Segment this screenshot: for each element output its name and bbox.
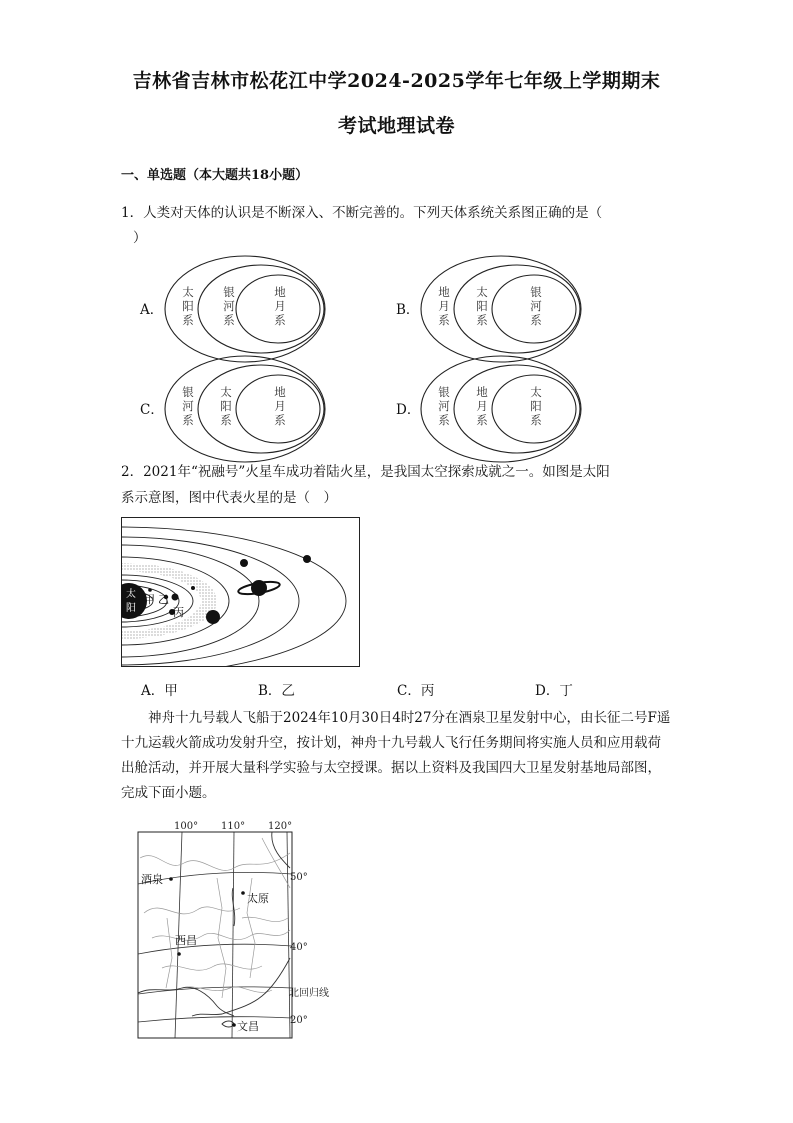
paper-title-line2: 考试地理试卷 xyxy=(337,115,455,137)
ring-c-3: 地月系 xyxy=(274,385,286,427)
q2-option-d: D．丁 xyxy=(535,683,573,699)
q1-option-d-label: D． xyxy=(396,402,421,418)
planet-neptune xyxy=(303,555,311,563)
site-wenchang: 文昌 xyxy=(237,1020,259,1033)
ring-a-1: 太阳系 xyxy=(182,285,194,327)
lon-label-120: 120° xyxy=(268,821,293,832)
q1-option-a-diagram xyxy=(160,252,340,367)
q1-option-d-diagram xyxy=(416,352,596,467)
q1-text-line2: ） xyxy=(133,230,147,246)
site-xichang: 西昌 xyxy=(175,934,197,947)
lat-label-20: 20° xyxy=(290,1015,308,1026)
ring-c-2: 太阳系 xyxy=(220,385,232,427)
launch-sites-map xyxy=(122,818,347,1040)
ring-d-3: 太阳系 xyxy=(530,385,542,427)
q1-option-a-label: A． xyxy=(140,302,164,318)
planet-mars xyxy=(191,586,195,590)
lon-label-100: 100° xyxy=(174,821,199,832)
q1-text-line1: 1．人类对天体的认识是不断深入、不断完善的。下列天体系统关系图正确的是（ xyxy=(121,205,603,221)
ring-b-3: 银河系 xyxy=(530,285,542,327)
planet-jupiter xyxy=(206,610,220,624)
q2-text-line2: 系示意图，图中代表火星的是（ ） xyxy=(121,490,337,506)
site-taiyuan: 太原 xyxy=(247,892,269,905)
q2-option-b: B．乙 xyxy=(258,683,295,699)
q1-option-c-diagram xyxy=(160,352,340,467)
q1-option-c-label: C． xyxy=(140,402,164,418)
site-wenchang-dot xyxy=(232,1023,236,1027)
q1-option-b-diagram xyxy=(416,252,596,367)
site-jiuquan-dot xyxy=(169,877,173,881)
q2-text-line1: 2．2021年“祝融号”火星车成功着陆火星，是我国太空探索成就之一。如图是太阳 xyxy=(121,464,610,480)
section-heading: 一、单选题（本大题共18小题） xyxy=(121,168,309,183)
planet-uranus xyxy=(240,559,248,567)
planet-label-yi: 乙 xyxy=(158,593,169,606)
planet-label-bing: 丙 xyxy=(173,606,184,619)
ring-b-2: 太阳系 xyxy=(476,285,488,327)
passage-text: 神舟十九号载人飞船于2024年10月30日4时27分在酒泉卫星发射中心，由长征二号F遥十九运载火箭成功发射升空，按计划，神舟十九号载人飞行任务期间将实施人员和应用载荷出舱活动，并开展大量科学实验与太空授课。据以上资料及我国四大卫星发射基地局部图，完成下面小题。 xyxy=(121,710,671,801)
solar-system-figure xyxy=(121,517,361,668)
planet-mercury xyxy=(148,588,152,592)
q2-option-c: C．丙 xyxy=(397,683,435,699)
planet-earth xyxy=(172,594,179,601)
ring-d-2: 地月系 xyxy=(476,385,488,427)
lat-label-50: 50° xyxy=(290,872,308,883)
ring-a-2: 银河系 xyxy=(223,285,235,327)
site-taiyuan-dot xyxy=(241,891,245,895)
lat-label-tropic: 北回归线 xyxy=(289,988,329,999)
lon-label-110: 110° xyxy=(221,821,246,832)
q2-option-a: A．甲 xyxy=(141,683,178,699)
paper-title-line1: 吉林省吉林市松花江中学2024-2025学年七年级上学期期末 xyxy=(132,70,661,92)
lat-label-40: 40° xyxy=(290,942,308,953)
planet-label-jia: 甲 xyxy=(144,593,155,606)
ring-d-1: 银河系 xyxy=(438,385,450,427)
sun-label-1: 太 xyxy=(126,589,136,600)
site-jiuquan: 酒泉 xyxy=(141,873,163,886)
ring-a-3: 地月系 xyxy=(274,285,286,327)
ring-c-1: 银河系 xyxy=(182,385,194,427)
site-xichang-dot xyxy=(177,952,181,956)
ring-b-1: 地月系 xyxy=(438,285,450,327)
sun-label-2: 阳 xyxy=(126,603,136,614)
q1-option-b-label: B． xyxy=(396,302,420,318)
